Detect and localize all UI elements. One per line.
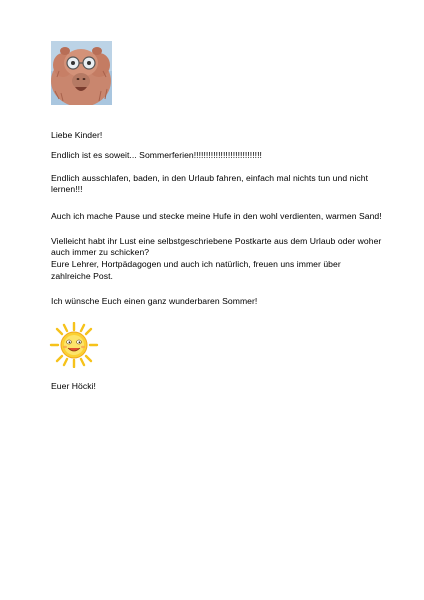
paragraph-1-line-1: Endlich ausschlafen, baden, in den Urlaub fahren, einfach mal nichts tun und nicht	[51, 173, 369, 183]
greeting: Liebe Kinder!	[51, 130, 103, 140]
camel-illustration	[51, 41, 112, 105]
paragraph-3-line-1: Vielleicht habt ihr Lust eine selbstgeschriebene Postkarte aus dem Urlaub oder woher	[51, 236, 382, 246]
paragraph-2: Auch ich mache Pause und stecke meine Hufe in den wohl verdienten, warmen Sand!	[51, 211, 382, 221]
sun-icon	[49, 322, 99, 368]
paragraph-4: Ich wünsche Euch einen ganz wunderbaren Sommer!	[51, 296, 258, 306]
paragraph-3-line-2: auch immer zu schicken?	[51, 247, 150, 257]
headline-line: Endlich ist es soweit... Sommerferien!!!!!!!!!!!!!!!!!!!!!!!!!!!!	[51, 150, 262, 160]
paragraph-3-line-4: zahlreiche Post.	[51, 271, 113, 281]
paragraph-1-line-2: lernen!!!	[51, 184, 83, 194]
closing-signature: Euer Höcki!	[51, 381, 96, 391]
paragraph-3-line-3: Eure Lehrer, Hortpädagogen und auch ich natürlich, freuen uns immer über	[51, 259, 341, 269]
